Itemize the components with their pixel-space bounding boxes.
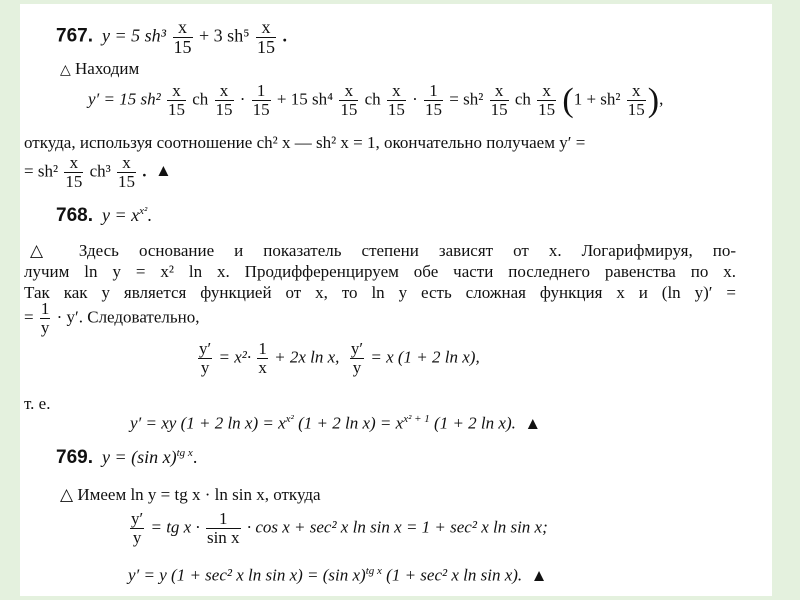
exponent: x² <box>285 413 294 425</box>
intro-line <box>60 60 139 78</box>
formula-text: ch <box>192 89 209 109</box>
fraction: $\frac{x}{15}$ <box>117 153 135 191</box>
derivative-formula <box>88 82 663 119</box>
formula-text: = tg x · <box>150 517 200 537</box>
intro-line: △ Имеем ln y = tg x · ln sin x, откуда <box>60 485 321 504</box>
result-formula <box>24 154 172 191</box>
formula-text: = sh² <box>449 89 484 109</box>
problem-number: 769. <box>56 447 93 468</box>
fraction: $\frac{x}{15}$ <box>256 17 275 57</box>
period: . <box>192 447 198 467</box>
fraction: $\frac{x}{15}$ <box>627 81 645 119</box>
display-equation <box>128 566 548 584</box>
formula-text: y′ = 15 sh² <box>88 89 161 109</box>
fraction: $\frac{x}{15}$ <box>490 81 508 119</box>
formula-text: y = 5 sh³ <box>101 25 167 46</box>
fraction: $\frac{x}{15}$ <box>167 81 185 119</box>
fraction: $\frac{x}{15}$ <box>173 17 192 57</box>
period: . <box>282 25 287 46</box>
formula-text: (1 + sec² x ln sin x). <box>386 565 523 585</box>
formula-text: , <box>659 89 664 109</box>
body-text-line: Так как y является функцией от x, то ln y есть сложная функция x и (ln y)′ = <box>24 283 736 302</box>
body-text: · y′. Следовательно, <box>56 307 200 327</box>
formula-text: · <box>239 89 246 109</box>
fraction: $\frac{y'}{y}$ <box>131 509 144 547</box>
fraction: $\frac{x}{15}$ <box>340 81 358 119</box>
formula-text: + 3 sh⁵ <box>199 25 250 46</box>
formula-text: + 15 sh⁴ <box>276 89 334 109</box>
fraction: $\frac{y'}{y}$ <box>350 339 364 377</box>
fraction: $\frac{1}{\text{sin x}}$ <box>206 509 240 547</box>
triangle-open-icon: △ <box>60 63 71 78</box>
formula-text: + 2x ln x, <box>274 347 340 367</box>
problem-768-title <box>56 206 152 225</box>
body-text-line: лучим ln y = x² ln x. Продифференцируем обе части последнего равенства по x. <box>24 262 736 281</box>
formula-text: (1 + 2 ln x). <box>434 413 516 433</box>
problem-767-title <box>56 18 287 57</box>
end-of-proof-icon: ▲ <box>530 565 548 585</box>
formula-text: y = (sin x) <box>101 447 177 467</box>
formula-text: · cos x + sec² x ln sin x = 1 + sec² x ln sin x; <box>246 517 548 537</box>
fraction: $\frac{1}{x}$ <box>258 339 267 377</box>
fraction: $\frac{1}{15}$ <box>252 81 270 119</box>
exponent: tg x <box>365 565 382 577</box>
fraction: $\frac{x}{15}$ <box>387 81 405 119</box>
problem-769-title <box>56 448 197 467</box>
intro-text: Находим <box>75 59 140 78</box>
display-equation <box>196 340 480 377</box>
exponent: x² + 1 <box>403 413 430 425</box>
problem-number: 768. <box>56 205 93 226</box>
formula-text: · <box>412 89 418 109</box>
period: . <box>147 205 152 225</box>
problem-number: 767. <box>56 25 93 47</box>
display-equation <box>128 510 548 547</box>
fraction: $\frac{x}{15}$ <box>215 81 233 119</box>
formula-text: = x²· <box>218 347 252 367</box>
formula-text: ch³ <box>89 161 111 181</box>
formula-text: = sh² <box>24 161 59 181</box>
formula-text: = x (1 + 2 ln x), <box>370 347 480 367</box>
end-of-proof-icon: ▲ <box>524 413 542 433</box>
formula-text: ch <box>514 89 531 109</box>
paren: ( <box>562 81 574 119</box>
fraction: $\frac{x}{15}$ <box>538 81 556 119</box>
display-equation <box>130 414 541 432</box>
end-of-proof-icon: ▲ <box>154 161 172 181</box>
formula-text: 1 + sh² <box>573 89 621 109</box>
exponent: x² <box>139 205 148 217</box>
body-text-line: откуда, используя соотношение ch² x — sh² x = 1, окончательно получаем y′ = <box>24 133 586 152</box>
formula-text: ch <box>364 89 381 109</box>
formula-text: (1 + 2 ln x) = x <box>298 413 404 433</box>
te-label: т. е. <box>24 394 51 413</box>
fraction: $\frac{1}{y}$ <box>40 299 50 337</box>
body-text-line <box>24 300 199 337</box>
period: . <box>142 161 147 181</box>
fraction: $\frac{x}{15}$ <box>65 153 83 191</box>
textbook-page <box>20 4 772 596</box>
formula-text: y′ = y (1 + sec² x ln sin x) = (sin x) <box>128 565 366 585</box>
formula-text: = <box>24 307 34 327</box>
body-text-line: △ Здесь основание и показатель степени зависят от x. Логарифмируя, по- <box>30 241 736 260</box>
formula-text: y′ = xy (1 + 2 ln x) = x <box>130 413 286 433</box>
fraction: $\frac{1}{15}$ <box>425 81 443 119</box>
fraction: $\frac{y'}{y}$ <box>199 339 212 377</box>
paren: ) <box>647 81 660 119</box>
formula-text: y = x <box>101 205 140 225</box>
exponent: tg x <box>176 447 193 459</box>
